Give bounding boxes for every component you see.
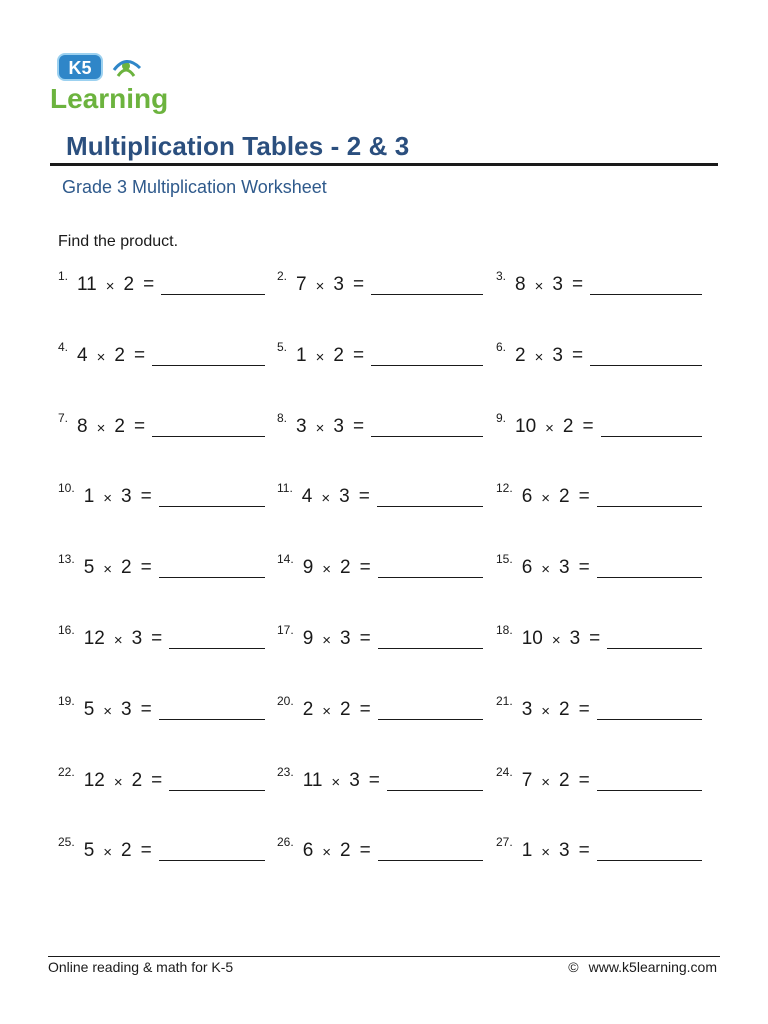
times-sign: × [322,561,332,579]
problem-12 [496,480,702,508]
factor-a: 5 [83,557,95,579]
answer-blank[interactable] [169,648,265,649]
factor-a: 1 [521,840,533,862]
problem-number: 5. [277,339,288,354]
times-sign: × [103,702,113,720]
answer-blank[interactable] [590,294,702,295]
problem-number: 25. [58,835,75,850]
answer-blank[interactable] [597,860,702,861]
problem-22 [58,764,265,792]
times-sign: × [315,348,325,366]
factor-b: 2 [114,415,125,437]
answer-blank[interactable] [607,648,702,649]
equals-sign: = [352,344,365,366]
factor-a: 10 [521,628,543,649]
factor-b: 3 [569,628,581,649]
problem-27 [496,834,702,862]
factor-b: 3 [339,486,350,508]
equals-sign: = [578,486,590,508]
answer-blank[interactable] [597,790,702,791]
factor-b: 2 [340,557,351,579]
answer-blank[interactable] [152,436,265,437]
equals-sign: = [133,415,146,437]
page-subtitle: Grade 3 Multiplication Worksheet [62,177,327,197]
factor-a: 8 [77,415,88,437]
problem-13 [58,551,265,579]
answer-blank[interactable] [597,719,702,720]
problem-4 [58,339,265,367]
instructions: Find the product. [58,233,179,250]
factor-a: 10 [515,415,537,437]
factor-a: 7 [521,769,533,791]
factor-a: 6 [521,486,533,508]
problem-number: 9. [496,410,507,425]
answer-blank[interactable] [371,436,483,437]
factor-a: 6 [302,840,314,862]
answer-blank[interactable] [601,436,702,437]
factor-b: 3 [333,274,344,295]
problem-23 [277,764,483,792]
footer-tagline: Online reading & math for K-5 [48,959,234,975]
factor-b: 3 [121,486,132,508]
factor-a: 2 [302,698,314,720]
problem-17 [277,622,483,650]
factor-b: 3 [131,628,143,649]
factor-b: 2 [121,557,132,579]
answer-blank[interactable] [169,790,265,791]
times-sign: × [321,490,331,508]
problem-24 [496,764,702,792]
equals-sign: = [571,274,584,295]
answer-blank[interactable] [159,860,265,861]
times-sign: × [113,773,123,791]
problem-3 [496,268,702,296]
answer-blank[interactable] [378,577,483,578]
factor-b: 3 [552,344,563,366]
problem-number: 2. [277,269,288,283]
times-sign: × [331,773,341,791]
footer-url[interactable]: www.k5learning.com [588,959,717,975]
factor-b: 3 [340,628,351,649]
times-sign: × [103,490,113,508]
equals-sign: = [352,274,365,295]
equals-sign: = [578,557,590,579]
equals-sign: = [578,698,590,720]
times-sign: × [545,419,554,437]
answer-blank[interactable] [371,365,483,366]
problem-5 [277,339,483,367]
problem-number: 11. [277,481,293,496]
factor-a: 9 [302,628,314,649]
equals-sign: = [140,698,152,720]
factor-a: 6 [521,557,533,579]
answer-blank[interactable] [159,577,265,578]
factor-a: 4 [77,344,88,366]
factor-b: 3 [552,274,563,295]
times-sign: × [322,844,332,862]
factor-b: 3 [559,840,570,862]
factor-a: 5 [83,840,95,862]
factor-b: 2 [559,698,570,720]
factor-b: 2 [340,698,351,720]
equals-sign: = [151,628,163,649]
problem-14 [277,551,483,579]
times-sign: × [113,632,123,649]
equals-sign: = [571,344,584,366]
equals-sign: = [352,415,365,437]
problem-number: 12. [496,481,513,496]
problem-number: 7. [58,410,69,425]
factor-a: 3 [296,415,307,437]
times-sign: × [541,773,551,791]
factor-a: 1 [296,344,307,366]
equals-sign: = [151,769,163,791]
svg-text:K5: K5 [68,58,92,78]
problem-25 [58,834,265,862]
times-sign: × [322,632,332,649]
times-sign: × [534,348,544,366]
problem-number: 17. [277,623,294,637]
times-sign: × [96,348,106,366]
factor-b: 3 [559,557,570,579]
answer-blank[interactable] [152,365,265,366]
answer-blank[interactable] [590,365,702,366]
problem-20 [277,693,483,721]
factor-a: 11 [302,769,323,791]
factor-a: 3 [521,698,533,720]
factor-b: 2 [559,769,570,791]
copyright-symbol: © [568,959,579,975]
times-sign: × [315,419,325,437]
footer-website [568,959,717,975]
times-sign: × [541,702,551,720]
problem-number: 23. [277,764,294,779]
answer-blank[interactable] [378,860,483,861]
page-title: Multiplication Tables - 2 & 3 [66,131,410,161]
answer-blank[interactable] [597,506,702,507]
factor-a: 12 [83,769,105,791]
equals-sign: = [359,840,371,862]
times-sign: × [541,490,551,508]
problem-1 [58,268,265,296]
equals-sign: = [589,628,601,649]
equals-sign: = [578,769,590,791]
problem-number: 13. [58,552,75,567]
problem-number: 10. [58,481,75,496]
problem-number: 3. [496,269,507,283]
problem-number: 20. [277,693,294,708]
factor-a: 9 [302,557,314,579]
equals-sign: = [368,769,380,791]
problem-number: 19. [58,693,75,708]
equals-sign: = [582,415,594,437]
factor-a: 11 [77,274,97,295]
factor-b: 3 [333,415,344,437]
factor-b: 2 [131,769,143,791]
factor-b: 2 [559,486,570,508]
footer-divider [48,956,720,957]
k5-learning-logo [48,52,188,114]
problem-number: 22. [58,764,75,779]
times-sign: × [541,561,551,579]
answer-blank[interactable] [159,719,265,720]
answer-blank[interactable] [159,506,265,507]
factor-b: 3 [121,698,132,720]
times-sign: × [96,419,106,437]
times-sign: × [105,278,115,295]
problem-number: 8. [277,410,288,425]
svg-text:Learning: Learning [50,83,169,114]
factor-a: 4 [301,486,313,508]
problem-number: 26. [277,835,294,850]
answer-blank[interactable] [377,506,483,507]
equals-sign: = [133,344,146,366]
equals-sign: = [140,486,152,508]
factor-a: 8 [515,274,526,295]
times-sign: × [103,561,113,579]
problem-7 [58,410,265,438]
times-sign: × [322,702,332,720]
factor-b: 2 [340,840,351,862]
problem-number: 6. [496,339,507,354]
problem-26 [277,834,483,862]
factor-b: 2 [114,344,125,366]
answer-blank[interactable] [371,294,483,295]
problem-number: 15. [496,552,513,567]
factor-b: 2 [123,274,135,295]
problem-number: 18. [496,623,513,637]
factor-b: 2 [333,344,344,366]
problem-number: 4. [58,339,69,354]
factor-b: 2 [121,840,132,862]
problem-number: 1. [58,269,69,283]
problem-19 [58,693,265,721]
factor-a: 2 [515,344,526,366]
problem-9 [496,410,702,438]
equals-sign: = [578,840,590,862]
problem-18 [496,622,702,650]
factor-a: 12 [83,628,105,649]
problem-number: 16. [58,623,75,637]
answer-blank[interactable] [387,790,483,791]
times-sign: × [315,278,325,295]
factor-b: 3 [349,769,360,791]
times-sign: × [534,278,544,295]
problem-11 [277,480,483,508]
factor-b: 2 [562,415,574,437]
answer-blank[interactable] [161,294,265,295]
problem-2 [277,268,483,296]
answer-blank[interactable] [378,648,483,649]
times-sign: × [541,844,551,862]
factor-a: 7 [296,274,307,295]
problem-15 [496,551,702,579]
problem-number: 27. [496,835,513,850]
problem-number: 21. [496,693,513,708]
problem-number: 14. [277,552,294,567]
times-sign: × [103,844,113,862]
times-sign: × [551,632,561,649]
title-divider [50,163,718,166]
problem-21 [496,693,702,721]
equals-sign: = [359,557,371,579]
problem-6 [496,339,702,367]
problem-number: 24. [496,764,513,779]
equals-sign: = [140,840,152,862]
equals-sign: = [359,628,371,649]
equals-sign: = [140,557,152,579]
problem-8 [277,410,483,438]
problem-16 [58,622,265,650]
answer-blank[interactable] [597,577,702,578]
answer-blank[interactable] [378,719,483,720]
equals-sign: = [143,274,155,295]
factor-a: 1 [83,486,95,508]
equals-sign: = [358,486,370,508]
problem-10 [58,480,265,508]
equals-sign: = [359,698,371,720]
factor-a: 5 [83,698,95,720]
